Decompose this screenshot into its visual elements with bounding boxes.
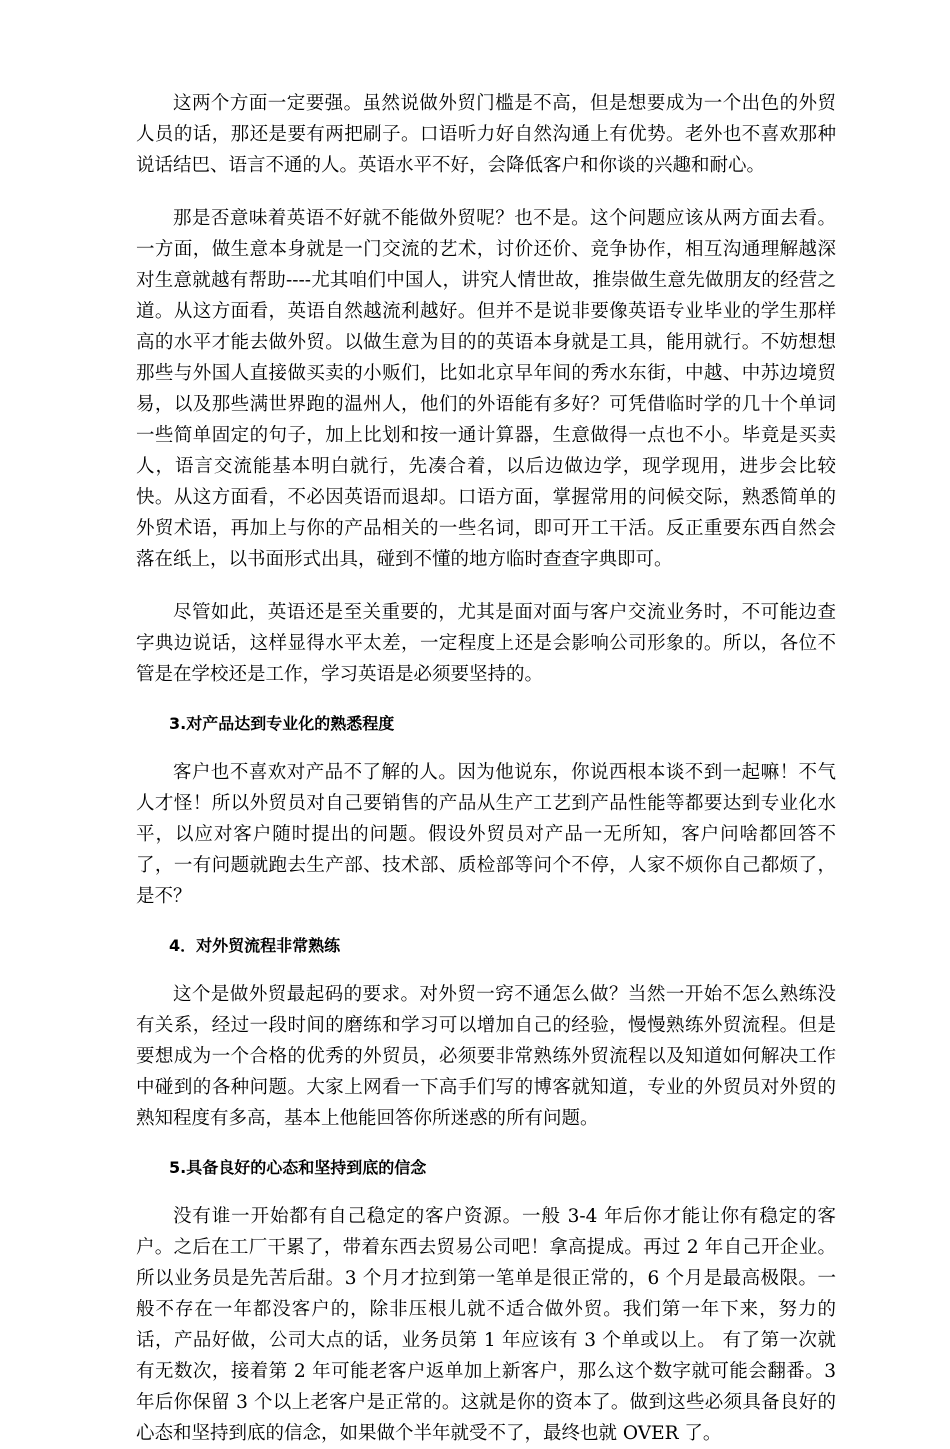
spacer [136, 690, 836, 708]
paragraph-english-not-essential: 那是否意味着英语不好就不能做外贸呢？也不是。这个问题应该从两方面去看。一方面，做生意本身就是一门交流的艺术，讨价还价、竞争协作，相互沟通理解越深对生意就越有帮助----尤其咱们中国人，讲究人情世故，推崇做生意先做朋友的经营之道。从这方面看，英语自然越流利越好。但并不是说非要像英语专业毕业的学生那样高的水平才能去做外贸。以做生意为目的的英语本身就是工具，能用就行。不妨想想那些与外国人直接做买卖的小贩们，比如北京早年间的秀水东街，中越、中苏边境贸易，以及那些满世界跑的温州人，他们的外语能有多好？可凭借临时学的几十个单词一些简单固定的句子，加上比划和按一通计算器，生意做得一点也不小。毕竟是买卖人，语言交流能基本明白就行，先凑合着，以后边做边学，现学现用，进步会比较快。从这方面看，不必因英语而退却。口语方面，掌握常用的问候交际，熟悉简单的外贸术语，再加上与你的产品相关的一些名词，即可开工干活。反正重要东西自然会落在纸上，以书面形式出具，碰到不懂的地方临时查查字典即可。 [136, 208, 836, 570]
paragraph-product-knowledge: 客户也不喜欢对产品不了解的人。因为他说东，你说西根本谈不到一起嘛！不气人才怪！所以外贸员对自己要销售的产品从生产工艺到产品性能等都要达到专业化水平，以应对客户随时提出的问题。假设外贸员对产品一无所知，客户问啥都回答不了，一有问题就跑去生产部、技术部、质检部等问个不停，人家不烦你自己都烦了，是不？ [136, 762, 836, 907]
spacer [136, 912, 836, 930]
paragraph-keep-learning-english: 尽管如此，英语还是至关重要的，尤其是面对面与客户交流业务时，不可能边查字典边说话，这样显得水平太差，一定程度上还是会影响公司形象的。所以，各位不管是在学校还是工作，学习英语是必须要坚持的。 [136, 602, 836, 685]
spacer [136, 1183, 836, 1201]
spacer [136, 575, 836, 597]
spacer [136, 181, 836, 203]
heading-mindset-persistence: 5.具备良好的心态和坚持到底的信念 [169, 1158, 427, 1177]
document-page [136, 88, 836, 1449]
heading-product-knowledge: 3.对产品达到专业化的熟悉程度 [169, 714, 395, 733]
paragraph-mindset-persistence: 没有谁一开始都有自己稳定的客户资源。一般 3-4 年后你才能让你有稳定的客户。之后在工厂干累了，带着东西去贸易公司吧！拿高提成。再过 2 年自己开企业。所以业务员是先苦后甜。3 个月才拉到第一笔单是很正常的，6 个月是最高极限。一般不存在一年都没客户的，除非压根儿就不适合做外贸。我们第一年下来，努力的话，产品好做，公司大点的话，业务员第 1 年应该有 3 个单或以上。 有了第一次就有无数次，接着第 2 年可能老客户返单加上新客户，那么这个数字就可能会翻番。3 年后你保留 3 个以上老客户是正常的。这就是你的资本了。做到这些必须具备良好的心态和坚持到底的信念，如果做个半年就受不了，最终也就 OVER 了。 [136, 1206, 836, 1444]
paragraph-english-importance: 这两个方面一定要强。虽然说做外贸门槛是不高，但是想要成为一个出色的外贸人员的话，那还是要有两把刷子。口语听力好自然沟通上有优势。老外也不喜欢那种说话结巴、语言不通的人。英语水平不好，会降低客户和你谈的兴趣和耐心。 [136, 93, 836, 176]
paragraph-trade-process: 这个是做外贸最起码的要求。对外贸一窍不通怎么做？当然一开始不怎么熟练没有关系，经过一段时间的磨练和学习可以增加自己的经验，慢慢熟练外贸流程。但是要想成为一个合格的优秀的外贸员，必须要非常熟练外贸流程以及知道如何解决工作中碰到的各种问题。大家上网看一下高手们写的博客就知道，专业的外贸员对外贸的熟知程度有多高，基本上他能回答你所迷惑的所有问题。 [136, 984, 836, 1129]
spacer [136, 961, 836, 979]
spacer [136, 1134, 836, 1152]
heading-trade-process: 4．对外贸流程非常熟练 [169, 936, 341, 955]
spacer [136, 739, 836, 757]
